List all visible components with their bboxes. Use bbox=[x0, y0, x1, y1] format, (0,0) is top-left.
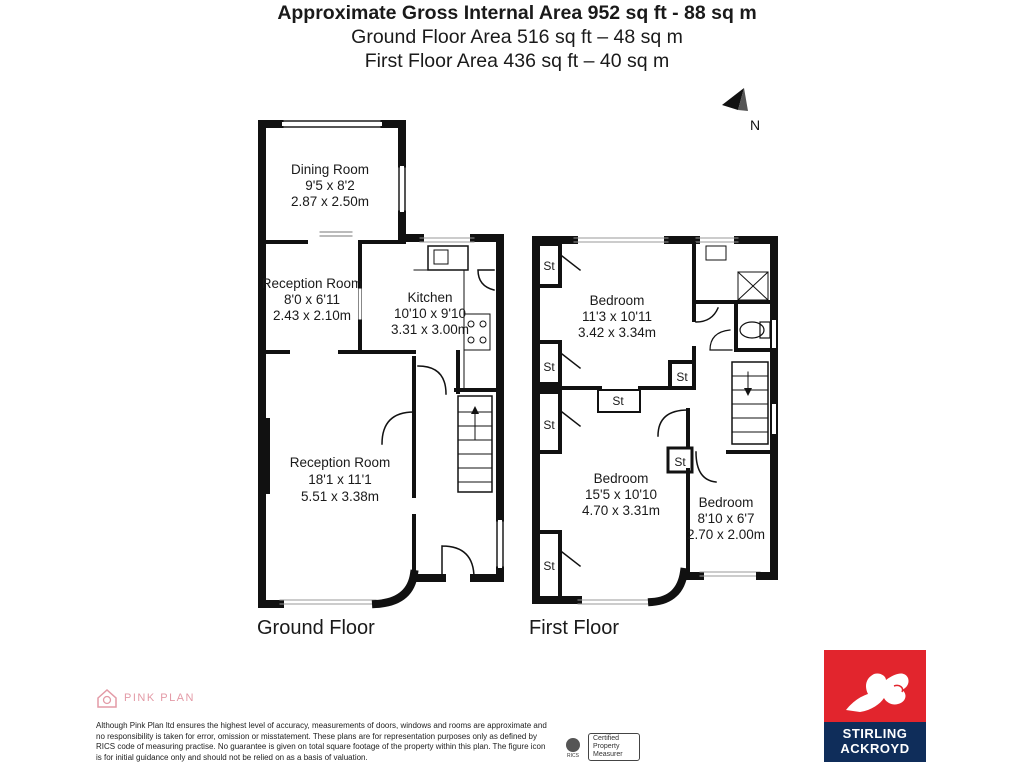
gross-area-title: Approximate Gross Internal Area 952 sq ft - 88 sq m bbox=[277, 2, 757, 24]
brand-line-2: ACKROYD bbox=[840, 741, 910, 756]
bedroom-3-metric: 2.70 x 2.00m bbox=[686, 527, 766, 542]
store-label: St bbox=[674, 455, 686, 469]
brand-line-1: STIRLING bbox=[842, 726, 908, 741]
kitchen-metric: 3.31 x 3.00m bbox=[390, 322, 470, 337]
bedroom-2-imperial: 15'5 x 10'10 bbox=[585, 487, 657, 502]
stirling-ackroyd-logo bbox=[824, 650, 926, 762]
store-label: St bbox=[612, 394, 624, 408]
pink-plan-text: PINK PLAN bbox=[124, 692, 195, 704]
kitchen-imperial: 10'10 x 9'10 bbox=[394, 306, 466, 321]
first-floor-label: First Floor bbox=[529, 617, 619, 639]
store-label: St bbox=[543, 418, 555, 432]
ground-floor-area: Ground Floor Area 516 sq ft – 48 sq m bbox=[351, 26, 683, 48]
bedroom-2-metric: 4.70 x 3.31m bbox=[581, 503, 661, 518]
first-floor-area: First Floor Area 436 sq ft – 40 sq m bbox=[364, 50, 670, 72]
brand-name bbox=[824, 726, 926, 756]
reception-room-large-imperial: 18'1 x 11'1 bbox=[308, 472, 372, 487]
rics-badge bbox=[562, 733, 640, 761]
bedroom-1-metric: 3.42 x 3.34m bbox=[577, 325, 657, 340]
compass-north-label: N bbox=[750, 117, 761, 133]
store-label: St bbox=[543, 259, 555, 273]
reception-room-small-imperial: 8'0 x 6'11 bbox=[284, 292, 340, 307]
dining-room-metric: 2.87 x 2.50m bbox=[290, 194, 370, 209]
first-floor-plan bbox=[536, 238, 774, 604]
rics-label: RICS bbox=[567, 753, 579, 758]
compass-icon bbox=[722, 88, 760, 133]
reception-room-small-metric: 2.43 x 2.10m bbox=[272, 308, 352, 323]
ground-floor-label: Ground Floor bbox=[257, 617, 375, 639]
bedroom-3-imperial: 8'10 x 6'7 bbox=[697, 511, 755, 526]
kitchen-name: Kitchen bbox=[407, 290, 453, 305]
dining-room-name: Dining Room bbox=[290, 162, 370, 177]
store-label: St bbox=[543, 559, 555, 573]
store-label: St bbox=[676, 370, 688, 384]
ground-room-labels bbox=[262, 162, 469, 504]
bedroom-1-name: Bedroom bbox=[589, 293, 645, 308]
disclaimer-text: Although Pink Plan ltd ensures the highest level of accuracy, measurements of doors, windows and rooms are approximate and no responsibility is taken for error, omission or misstatement. These plans are for representation purposes only as defined by RICS code of measuring practise. No guarantee is given on total square footage of the property within this plan. The figure icon is for initial guidance only and should not be relied on as a basis of valuation. bbox=[96, 721, 547, 762]
dining-room-imperial: 9'5 x 8'2 bbox=[305, 178, 355, 193]
griffin-icon bbox=[824, 650, 926, 722]
house-logo-icon bbox=[96, 688, 118, 708]
rics-certified-text: Certified Property Measurer bbox=[588, 733, 640, 761]
bedroom-1-imperial: 11'3 x 10'11 bbox=[582, 309, 652, 324]
rics-icon bbox=[562, 736, 584, 758]
pink-plan-logo bbox=[96, 688, 195, 708]
reception-room-large-metric: 5.51 x 3.38m bbox=[300, 489, 380, 504]
bedroom-2-name: Bedroom bbox=[593, 471, 649, 486]
store-label: St bbox=[543, 360, 555, 374]
bedroom-3-name: Bedroom bbox=[698, 495, 754, 510]
reception-room-large-name: Reception Room bbox=[289, 455, 391, 470]
reception-room-small-name: Reception Room bbox=[261, 276, 363, 291]
brand-red-panel bbox=[824, 650, 926, 722]
